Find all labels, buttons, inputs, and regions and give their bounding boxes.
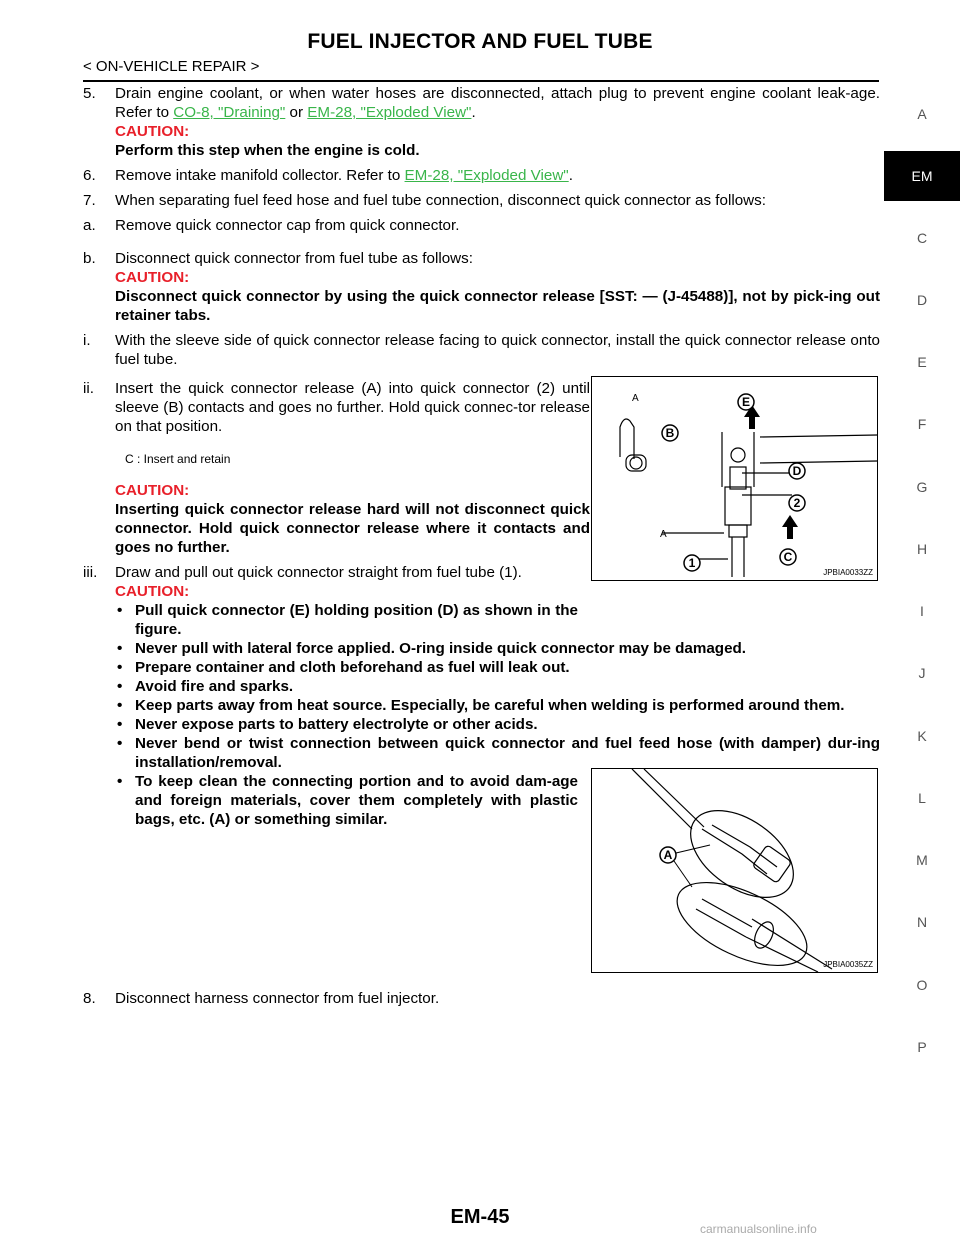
tab-i[interactable]: I <box>920 603 924 619</box>
step-text: Drain engine coolant, or when water hoses are disconnected, attach plug to prevent engine coolant leak-age. Refer to <box>115 85 880 121</box>
label-a-bottom: A <box>660 529 667 540</box>
tab-g[interactable]: G <box>916 479 928 495</box>
step-text: Disconnect harness connector from fuel injector. <box>115 990 440 1007</box>
step-a <box>83 216 880 235</box>
tab-n[interactable]: N <box>916 914 928 930</box>
figure-id: JPBIA0033ZZ <box>823 568 873 577</box>
figure-id: JPBIA0035ZZ <box>823 960 873 969</box>
tab-m[interactable]: M <box>916 852 928 868</box>
callout-2: 2 <box>793 496 801 510</box>
step-i <box>83 331 880 369</box>
tab-em[interactable]: EM <box>884 151 960 201</box>
caution-bullet: • To keep clean the connecting portion and to avoid dam-age and foreign materials, cover them completely with plastic bags, etc. (A) or something similar. <box>117 773 578 828</box>
tab-k[interactable]: K <box>917 728 927 744</box>
step-number: b. <box>83 250 96 267</box>
tab-e[interactable]: E <box>917 354 927 370</box>
step-text: Remove intake manifold collector. Refer to <box>115 167 405 184</box>
page-number: EM-45 <box>450 1206 510 1228</box>
caution-label: CAUTION: <box>115 583 190 600</box>
callout-d: D <box>792 464 802 478</box>
callout-e: E <box>741 395 751 409</box>
caution-label: CAUTION: <box>115 482 190 499</box>
figure-plastic-bag-cover <box>591 768 878 973</box>
section-index-tabs <box>884 0 960 1242</box>
link-em28-exploded-view[interactable]: EM-28, "Exploded View" <box>307 104 472 121</box>
tab-f[interactable]: F <box>917 416 927 432</box>
caution-label: CAUTION: <box>115 269 190 286</box>
step-text: Insert the quick connector release (A) into quick connector (2) until sleeve (B) contacts and goes no further. Hold quick connec-tor release on that position. <box>115 380 590 435</box>
section-breadcrumb: < ON-VEHICLE REPAIR > <box>83 58 260 75</box>
tab-a[interactable]: A <box>917 106 927 122</box>
header-rule <box>83 80 879 82</box>
watermark: carmanualsonline.info <box>700 1222 817 1236</box>
step-number: a. <box>83 217 96 234</box>
step-number: iii. <box>83 564 98 581</box>
tab-c[interactable]: C <box>916 230 928 246</box>
step-text: . <box>471 104 476 121</box>
step-8 <box>83 989 880 1008</box>
step-6 <box>83 166 880 185</box>
step-number: 7. <box>83 192 96 209</box>
callout-a: A <box>663 848 673 862</box>
step-text: Remove quick connector cap from quick connector. <box>115 217 460 234</box>
caution-bullet: • Never expose parts to battery electrolyte or other acids. <box>117 716 538 733</box>
step-text: Disconnect quick connector from fuel tube as follows: <box>115 250 473 267</box>
step-text: Draw and pull out quick connector straight from fuel tube (1). <box>115 564 522 581</box>
tab-j[interactable]: J <box>918 665 926 681</box>
step-number: i. <box>83 332 91 349</box>
tab-p[interactable]: P <box>917 1039 927 1055</box>
tab-d[interactable]: D <box>916 292 928 308</box>
step-7 <box>83 191 880 210</box>
step-text: or <box>285 104 308 121</box>
link-co8-draining[interactable]: CO-8, "Draining" <box>173 104 286 121</box>
tab-l[interactable]: L <box>918 790 926 806</box>
caution-bullet: • Never bend or twist connection between quick connector and fuel feed hose (with damper) dur-ing installation/removal. <box>117 735 880 771</box>
step-ii <box>83 379 590 557</box>
caution-text: Inserting quick connector release hard will not disconnect quick connector. Hold quick connector release where it contacts and goes no further. <box>115 501 590 556</box>
caution-bullet: • Keep parts away from heat source. Especially, be careful when welding is performed around them. <box>117 697 845 714</box>
label-a-top: A <box>632 393 639 404</box>
callout-1: 1 <box>688 556 696 570</box>
caution-text: Disconnect quick connector by using the quick connector release [SST: — (J-45488)], not by pick-ing out retainer tabs. <box>115 288 880 324</box>
step-b <box>83 249 880 325</box>
caution-label: CAUTION: <box>115 123 190 140</box>
callout-b: B <box>665 426 675 440</box>
caution-bullet: • Never pull with lateral force applied. O-ring inside quick connector may be damaged. <box>117 640 747 657</box>
caution-bullet: • Avoid fire and sparks. <box>117 678 294 695</box>
step-5 <box>83 84 880 160</box>
link-em28-exploded-view[interactable]: EM-28, "Exploded View" <box>404 167 569 184</box>
caution-bullet: • Pull quick connector (E) holding position (D) as shown in the figure. <box>117 602 578 638</box>
figure-legend: C : Insert and retain <box>125 452 231 466</box>
step-text: . <box>568 167 573 184</box>
tab-o[interactable]: O <box>916 977 928 993</box>
step-number: 5. <box>83 85 96 102</box>
step-text: When separating fuel feed hose and fuel tube connection, disconnect quick connector as follows: <box>115 192 766 209</box>
callout-c: C <box>783 550 793 564</box>
step-number: 6. <box>83 167 96 184</box>
quick-connector-illustration <box>592 377 877 580</box>
step-number: 8. <box>83 990 96 1007</box>
page-title: FUEL INJECTOR AND FUEL TUBE <box>307 30 653 53</box>
plastic-bag-illustration <box>592 769 877 972</box>
step-text: With the sleeve side of quick connector release facing to quick connector, install the quick connector release onto fuel tube. <box>115 332 880 368</box>
figure-quick-connector-release <box>591 376 878 581</box>
step-number: ii. <box>83 380 94 397</box>
tab-h[interactable]: H <box>916 541 928 557</box>
caution-text: Perform this step when the engine is cold. <box>115 142 420 159</box>
caution-bullet: • Prepare container and cloth beforehand as fuel will leak out. <box>117 659 570 676</box>
